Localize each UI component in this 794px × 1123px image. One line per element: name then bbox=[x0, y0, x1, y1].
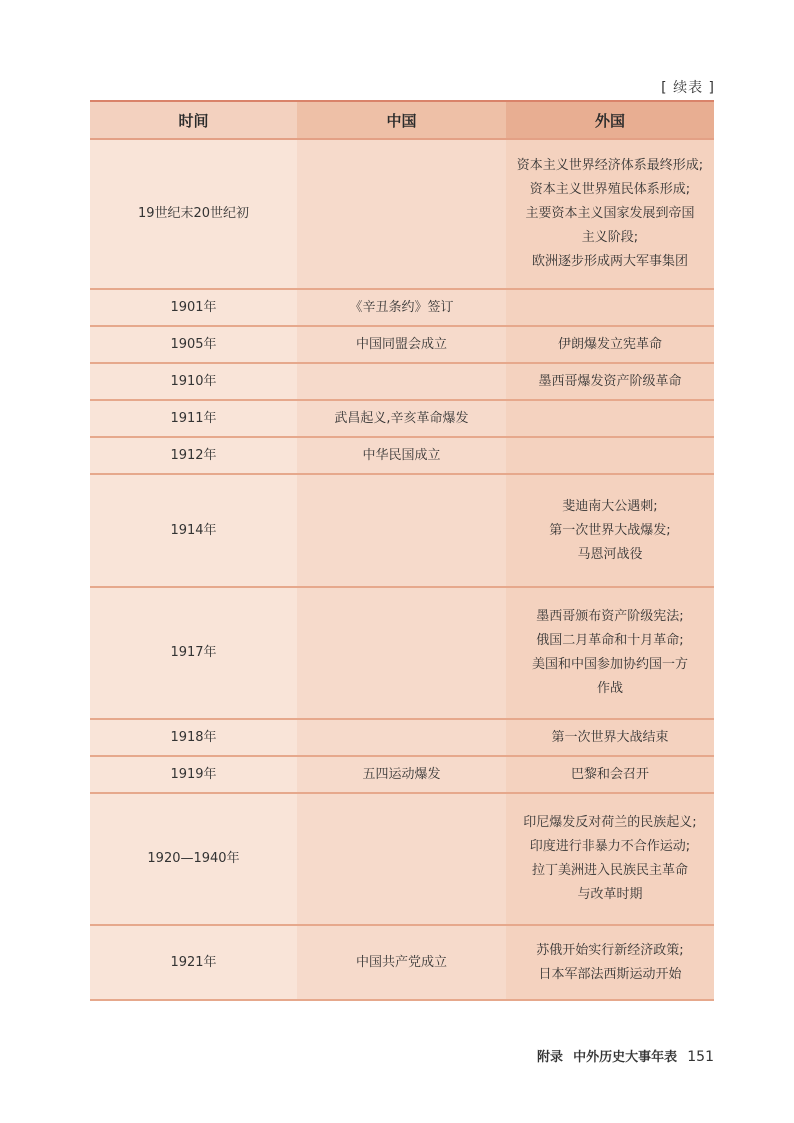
cell-china bbox=[297, 587, 506, 719]
cell-time: 19世纪末20世纪初 bbox=[90, 139, 297, 289]
foreign-line: 资本主义世界经济体系最终形成; bbox=[516, 158, 704, 173]
foreign-line: 与改革时期 bbox=[577, 887, 643, 902]
table-row bbox=[90, 139, 714, 289]
cell-foreign: 第一次世界大战结束 bbox=[506, 719, 714, 756]
header-foreign: 外国 bbox=[506, 101, 714, 139]
page-number: 151 bbox=[687, 1049, 714, 1065]
cell-time: 1918年 bbox=[90, 719, 297, 756]
foreign-line: 印度进行非暴力不合作运动; bbox=[529, 839, 691, 854]
cell-foreign bbox=[506, 437, 714, 474]
table-row bbox=[90, 793, 714, 925]
foreign-line: 欧洲逐步形成两大军事集团 bbox=[531, 254, 688, 269]
cell-foreign: 伊朗爆发立宪革命 bbox=[506, 326, 714, 363]
cell-china bbox=[297, 793, 506, 925]
cell-foreign: 巴黎和会召开 bbox=[506, 756, 714, 793]
foreign-line: 斐迪南大公遇刺; bbox=[562, 498, 658, 514]
foreign-line: 主要资本主义国家发展到帝国 bbox=[525, 206, 695, 221]
table-header-row bbox=[90, 101, 714, 139]
table-row bbox=[90, 474, 714, 587]
footer-section: 附录 bbox=[536, 1050, 563, 1065]
table-row bbox=[90, 719, 714, 756]
cell-time: 1901年 bbox=[90, 289, 297, 326]
chronology-table bbox=[90, 100, 714, 1001]
foreign-line: 苏俄开始实行新经济政策; bbox=[536, 942, 684, 958]
cell-china: 五四运动爆发 bbox=[297, 756, 506, 793]
cell-foreign bbox=[506, 925, 714, 1000]
cell-time: 1911年 bbox=[90, 400, 297, 437]
cell-time: 1921年 bbox=[90, 925, 297, 1000]
cell-time: 1912年 bbox=[90, 437, 297, 474]
cell-china: 中国共产党成立 bbox=[297, 925, 506, 1000]
cell-time: 1910年 bbox=[90, 363, 297, 400]
cell-foreign bbox=[506, 474, 714, 587]
table-row bbox=[90, 925, 714, 1000]
table-row bbox=[90, 437, 714, 474]
foreign-line: 美国和中国参加协约国一方 bbox=[531, 657, 688, 672]
header-china: 中国 bbox=[297, 101, 506, 139]
cell-foreign bbox=[506, 793, 714, 925]
foreign-line: 作战 bbox=[596, 681, 623, 696]
table-row bbox=[90, 587, 714, 719]
foreign-line: 拉丁美洲进入民族民主革命 bbox=[531, 863, 688, 878]
cell-time: 1905年 bbox=[90, 326, 297, 363]
cell-china bbox=[297, 474, 506, 587]
header-time: 时间 bbox=[90, 101, 297, 139]
foreign-line: 第一次世界大战爆发; bbox=[549, 522, 671, 538]
cell-china bbox=[297, 139, 506, 289]
page-footer bbox=[537, 1046, 714, 1065]
continued-label: [ 续表 ] bbox=[661, 80, 715, 96]
cell-china bbox=[297, 719, 506, 756]
foreign-line: 主义阶段; bbox=[581, 230, 639, 245]
cell-foreign bbox=[506, 289, 714, 326]
cell-china: 中国同盟会成立 bbox=[297, 326, 506, 363]
cell-china: 中华民国成立 bbox=[297, 437, 506, 474]
foreign-line: 资本主义世界殖民体系形成; bbox=[529, 182, 691, 197]
cell-china: 《辛丑条约》签订 bbox=[297, 289, 506, 326]
footer-title: 中外历史大事年表 bbox=[573, 1050, 678, 1065]
cell-time: 1917年 bbox=[90, 587, 297, 719]
cell-foreign bbox=[506, 400, 714, 437]
foreign-line: 日本军部法西斯运动开始 bbox=[538, 966, 682, 982]
foreign-line: 墨西哥颁布资产阶级宪法; bbox=[536, 609, 684, 624]
cell-china bbox=[297, 363, 506, 400]
foreign-line: 俄国二月革命和十月革命; bbox=[536, 633, 684, 648]
cell-foreign: 墨西哥爆发资产阶级革命 bbox=[506, 363, 714, 400]
table-row bbox=[90, 289, 714, 326]
table-row bbox=[90, 363, 714, 400]
table-row bbox=[90, 326, 714, 363]
table-row bbox=[90, 400, 714, 437]
cell-china: 武昌起义,辛亥革命爆发 bbox=[297, 400, 506, 437]
cell-foreign bbox=[506, 139, 714, 289]
cell-time: 1919年 bbox=[90, 756, 297, 793]
foreign-line: 印尼爆发反对荷兰的民族起义; bbox=[523, 815, 697, 830]
table-row bbox=[90, 756, 714, 793]
cell-foreign bbox=[506, 587, 714, 719]
cell-time: 1920—1940年 bbox=[90, 793, 297, 925]
foreign-line: 马恩河战役 bbox=[577, 546, 643, 562]
cell-time: 1914年 bbox=[90, 474, 297, 587]
